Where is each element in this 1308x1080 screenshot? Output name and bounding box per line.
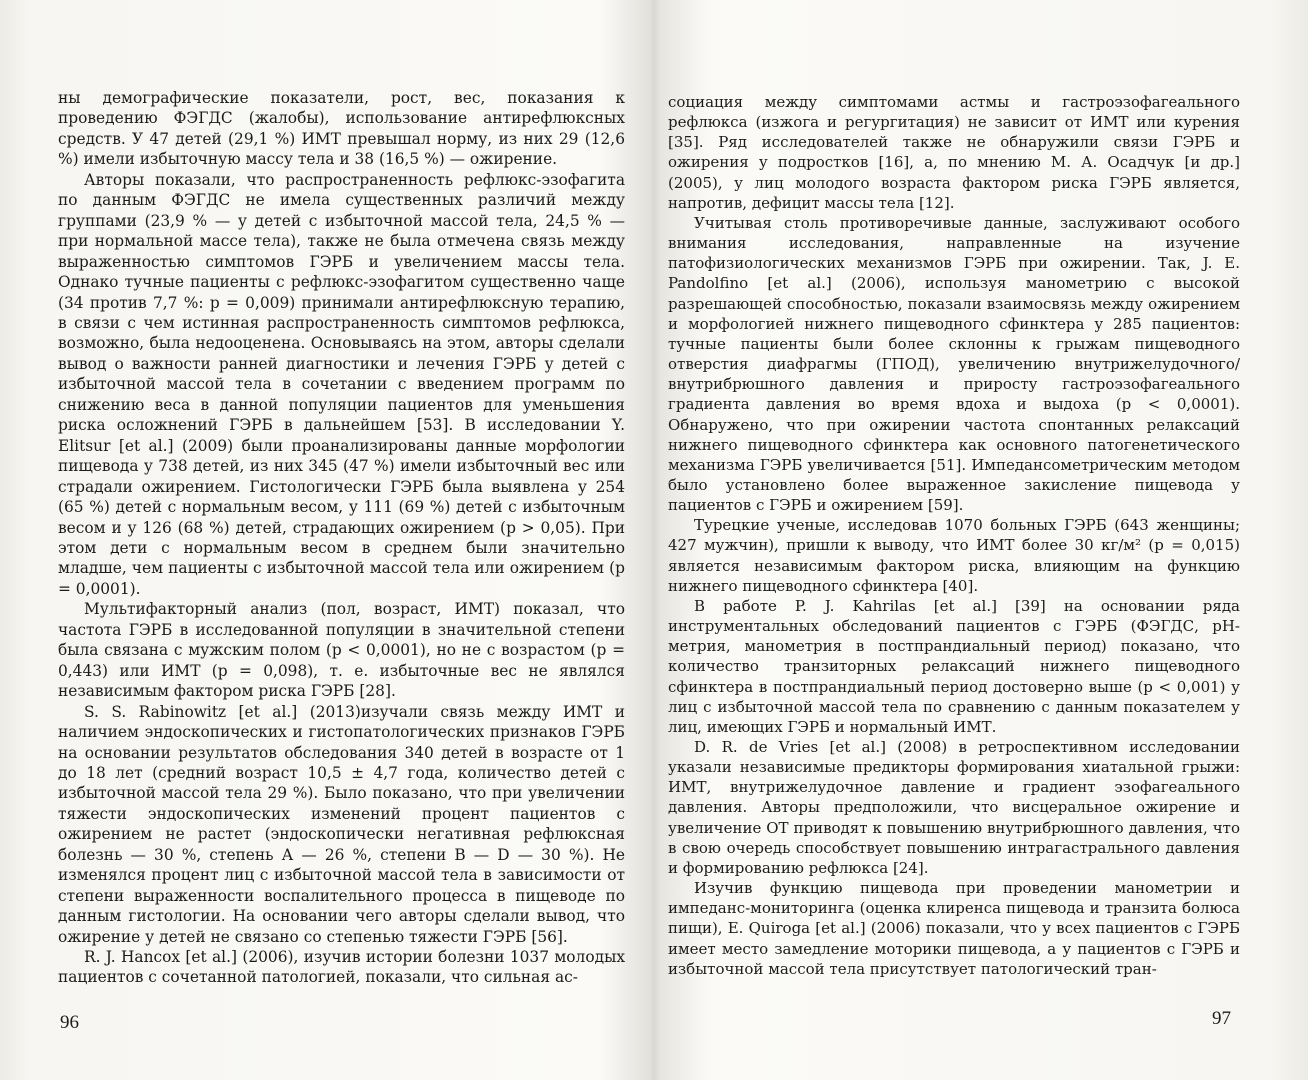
paragraph: социация между симптомами астмы и гастроэзофагеального рефлюкса (изжога и регургитация) не зависит от ИМТ или курения [35]. Ряд исследователей также не обнаружили связи ГЭРБ и ожирения у подростков [16], а, по мнению М. А. Осадчук [и др.] (2005), у лиц молодого возраста фактором риска ГЭРБ является, напротив, дефицит массы тела [12]. bbox=[668, 93, 1240, 212]
left-page-text bbox=[58, 88, 625, 988]
paragraph: Изучив функцию пищевода при проведении манометрии и импеданс-мониторинга (оценка клиренса пищевода и транзита болюса пищи), E. Quiroga [et al.] (2006) показали, что у всех пациентов с ГЭРБ имеет место замедление моторики пищевода, а у пациентов с ГЭРБ и избыточной массой тела присутствует патологический тран- bbox=[668, 879, 1240, 978]
paragraph: S. S. Rabinowitz [et al.] (2013)изучали связь между ИМТ и наличием эндоскопических и гистопатологических признаков ГЭРБ на основании результатов обследования 340 детей в возрасте от 1 до 18 лет (средний возраст 10,5 ± 4,7 года, количество детей с избыточной массой тела 29 %). Было показано, что при увеличении тяжести эндоскопических изменений процент пациентов с ожирением не растет (эндоскопически негативная рефлюксная болезнь — 30 %, степень А — 26 %, степени В — D — 30 %). Не изменялся процент лиц с избыточной массой тела в зависимости от степени выраженности воспалительного процесса в пищеводе по данным гистологии. На основании чего авторы сделали вывод, что ожирение у детей не связано со степенью тяжести ГЭРБ [56]. bbox=[58, 702, 625, 946]
page-number-left: 96 bbox=[60, 1012, 79, 1033]
paragraph: ны демографические показатели, рост, вес, показания к проведению ФЭГДС (жалобы), использование антирефлюксных средств. У 47 детей (29,1 %) ИМТ превышал норму, из них 29 (12,6 %) имели избыточную массу тела и 38 (16,5 %) — ожирение. bbox=[58, 89, 625, 169]
paragraph: Учитывая столь противоречивые данные, заслуживают особого внимания исследования, направленные на изучение патофизиологических механизмов ГЭРБ при ожирении. Так, J. E. Pandolfino [et al.] (2006), используя манометрию с высокой разрешающей способностью, показали взаимосвязь между ожирением и морфологией нижнего пищеводного сфинктера у 285 пациентов: тучные пациенты были более склонны к грыжам пищеводного отверстия диафрагмы (ГПОД), увеличению внутрижелудочного/внутрибрюшного давления и приросту гастроэзофагеального градиента давления во время вдоха и выдоха (p < 0,0001). Обнаружено, что при ожирении частота спонтанных релаксаций нижнего пищеводного сфинктера как основного патогенетического механизма ГЭРБ увеличивается [51]. Импедансометрическим методом было установлено более выраженное закисление пищевода у пациентов с ГЭРБ и ожирением [59]. bbox=[668, 213, 1240, 515]
paragraph: Мультифакторный анализ (пол, возраст, ИМТ) показал, что частота ГЭРБ в исследованной популяции в значительной степени была связана с мужским полом (p < 0,0001), но не с возрастом (p = 0,443) или ИМТ (p = 0,098), т. е. избыточные вес не являлся независимым фактором риска ГЭРБ [28]. bbox=[58, 600, 625, 701]
paragraph: Авторы показали, что распространенность рефлюкс-эзофагита по данным ФЭГДС не имела существенных различий между группами (23,9 % — у детей с избыточной массой тела, 24,5 % — при нормальной массе тела), также не была отмечена связь между выраженностью симптомов ГЭРБ и увеличением массы тела. Однако тучные пациенты с рефлюкс-эзофагитом существенно чаще (34 против 7,7 %: p = 0,009) принимали антирефлюксную терапию, в связи с чем истинная распространенность симптомов рефлюкса, возможно, была недооценена. Основываясь на этом, авторы сделали вывод о важности ранней диагностики и лечения ГЭРБ у детей с избыточной массой тела в сочетании с введением программ по снижению веса в данной популяции пациентов для уменьшения риска осложнений ГЭРБ в дальнейшем [53]. В исследовании Y. Elitsur [et al.] (2009) были проанализированы данные морфологии пищевода у 738 детей, из них 345 (47 %) имели избыточный вес или страдали ожирением. Гистологически ГЭРБ была выявлена у 254 (65 %) детей с нормальным весом, у 111 (69 %) детей с избыточным весом и у 126 (68 %) детей, страдающих ожирением (p > 0,05). При этом дети с нормальным весом в среднем были значительно младше, чем пациенты с избыточной массой тела или ожирением (p = 0,0001). bbox=[58, 170, 625, 598]
page-number-right: 97 bbox=[1212, 1008, 1231, 1029]
paragraph: D. R. de Vries [et al.] (2008) в ретроспективном исследовании указали независимые предикторы формирования хиатальной грыжи: ИМТ, внутрижелудочное давление и градиент эзофагеального давления. Авторы предположили, что висцеральное ожирение и увеличение ОТ приводят к повышению внутрибрюшного давления, что в свою очередь способствует повышению интрагастрального давления и формированию рефлюкса [24]. bbox=[668, 738, 1240, 877]
paragraph: В работе P. J. Kahrilas [et al.] [39] на основании ряда инструментальных обследований пациентов с ГЭРБ (ФЭГДС, pH-метрия, манометрия в постпрандиальный период) показано, что количество транзиторных релаксаций нижнего пищеводного сфинктера в постпрандиальный период достоверно выше (p < 0,001) у лиц с избыточной массой тела по сравнению с данным показателем у лиц, имеющих ГЭРБ и нормальный ИМТ. bbox=[668, 596, 1240, 736]
paragraph: Турецкие ученые, исследовав 1070 больных ГЭРБ (643 женщины; 427 мужчин), пришли к выводу, что ИМТ более 30 кг/м² (p = 0,015) является независимым фактором риска, влияющим на функцию нижнего пищеводного сфинктера [40]. bbox=[668, 516, 1240, 595]
paragraph: R. J. Hancox [et al.] (2006), изучив истории болезни 1037 молодых пациентов с сочетанной патологией, показали, что сильная ас- bbox=[58, 948, 625, 987]
right-page-text bbox=[668, 92, 1240, 979]
